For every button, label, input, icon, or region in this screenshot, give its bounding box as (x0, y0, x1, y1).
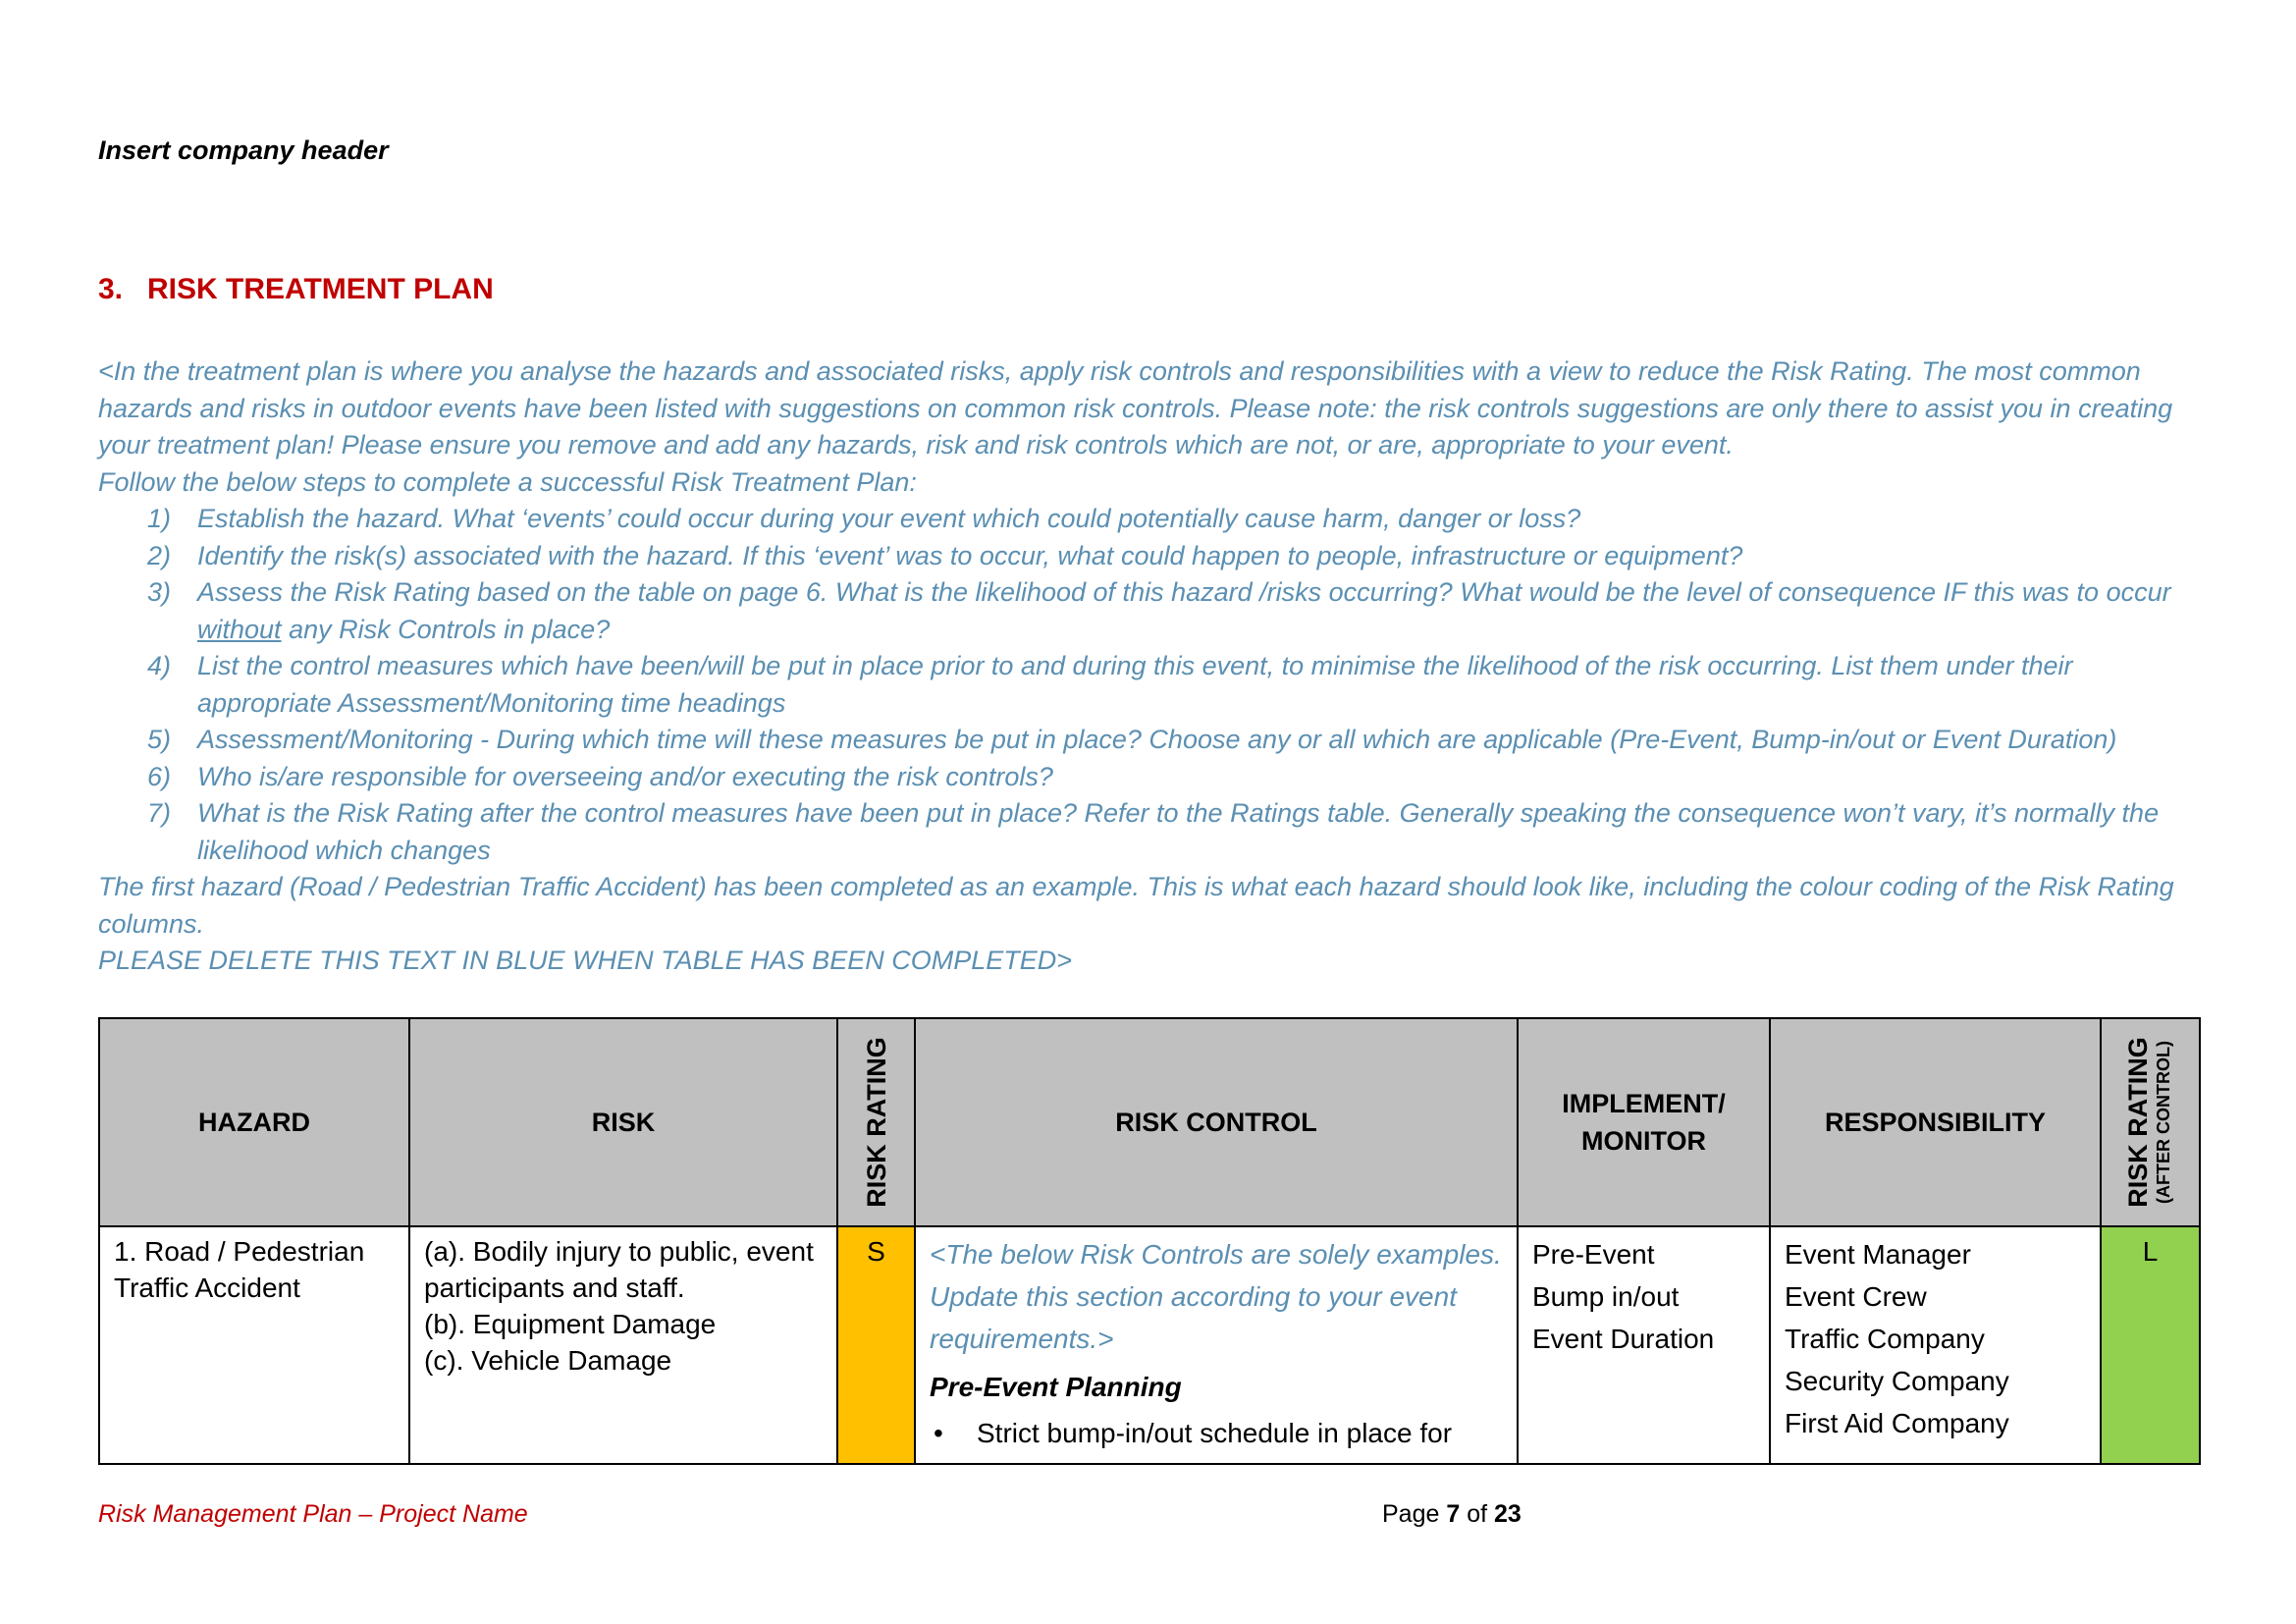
control-note: <The below Risk Controls are solely examples. Update this section according to your event requirements.> (930, 1239, 1502, 1354)
step-item (98, 795, 2209, 869)
instructions-block (98, 353, 2209, 980)
control-heading: Pre-Event Planning (930, 1372, 1182, 1402)
step-number: 2) (147, 540, 172, 570)
section-title (98, 273, 494, 306)
header-hazard: HAZARD (99, 1018, 409, 1226)
implement-item: Bump in/out (1532, 1281, 1680, 1312)
cell-implement (1518, 1226, 1770, 1464)
step-text: Identify the risk(s) associated with the hazard. If this ‘event’ was to occur, what could happen to people, infrastructure or equipment? (197, 540, 1743, 570)
cell-hazard: 1. Road / Pedestrian Traffic Accident (99, 1226, 409, 1464)
step-item (98, 648, 2209, 722)
header-risk: RISK (409, 1018, 837, 1226)
step-text: List the control measures which have been/will be put in place prior to and during this event, to minimise the likelihood of the risk occurring. List them under their appropriate Assessment/Monitoring time headings (197, 651, 2073, 718)
control-bullet-text: Strict bump-in/out schedule in place for (977, 1418, 1453, 1448)
responsibility-item: Event Manager (1785, 1239, 1971, 1270)
implement-item: Pre-Event (1532, 1239, 1655, 1270)
cell-risk-rating: S (837, 1226, 915, 1464)
cell-risk-control (915, 1226, 1518, 1464)
steps-list (98, 501, 2209, 869)
header-responsibility: RESPONSIBILITY (1770, 1018, 2101, 1226)
cell-risk (409, 1226, 837, 1464)
implement-item: Event Duration (1532, 1324, 1715, 1354)
header-risk-rating-text: RISK RATING (861, 1037, 891, 1208)
header-risk-rating-after-text: RISK RATING (2122, 1037, 2153, 1208)
header-risk-rating-after-sub: (AFTER CONTROL) (2153, 1041, 2173, 1204)
steps-intro: Follow the below steps to complete a successful Risk Treatment Plan: (98, 466, 917, 497)
header-risk-control: RISK CONTROL (915, 1018, 1518, 1226)
header-risk-rating-after (2101, 1018, 2200, 1226)
step-underlined-word: without (197, 614, 282, 644)
table-header-row (99, 1018, 2200, 1226)
step-item (98, 538, 2209, 575)
cell-responsibility (1770, 1226, 2101, 1464)
risk-item: (a). Bodily injury to public, event participants and staff. (424, 1236, 814, 1303)
step-number: 6) (147, 761, 172, 791)
step-text: Assess the Risk Rating based on the table on page 6. What is the likelihood of this hazard /risks occurring? What would be the level of consequence IF this was to occur (197, 577, 2171, 607)
control-bullet (930, 1415, 1503, 1451)
step-text: Who is/are responsible for overseeing and/or executing the risk controls? (197, 761, 1053, 791)
step-text: Establish the hazard. What ‘events’ could occur during your event which could potentially cause harm, danger or loss? (197, 504, 1581, 533)
header-implement-line1: IMPLEMENT/ (1562, 1089, 1726, 1118)
footer-document-name: Risk Management Plan – Project Name (98, 1500, 528, 1528)
section-number: 3. (98, 273, 124, 305)
step-item (98, 574, 2209, 648)
step-item (98, 722, 2209, 759)
step-item (98, 501, 2209, 538)
section-title-text: RISK TREATMENT PLAN (147, 273, 494, 305)
step-number: 1) (147, 504, 172, 533)
company-header: Insert company header (98, 135, 389, 165)
page-total: 23 (1494, 1500, 1522, 1528)
risk-treatment-table (98, 1017, 2201, 1465)
step-text: What is the Risk Rating after the control measures have been put in place? Refer to the Ratings table. Generally speaking the consequence won’t vary, it’s normally the likelihood which changes (197, 798, 2160, 865)
header-risk-rating (837, 1018, 915, 1226)
step-number: 3) (147, 577, 172, 607)
responsibility-item: Event Crew (1785, 1281, 1927, 1312)
risk-item: (b). Equipment Damage (424, 1309, 717, 1339)
step-number: 5) (147, 725, 172, 754)
risk-item: (c). Vehicle Damage (424, 1345, 672, 1376)
bullet-icon: • (934, 1418, 943, 1448)
page-of: of (1467, 1500, 1488, 1528)
step-text-after: any Risk Controls in place? (281, 614, 611, 644)
step-number: 4) (147, 651, 172, 680)
page-current: 7 (1446, 1500, 1461, 1528)
delete-note: PLEASE DELETE THIS TEXT IN BLUE WHEN TABLE HAS BEEN COMPLETED> (98, 946, 1072, 975)
step-text: Assessment/Monitoring - During which time will these measures be put in place? Choose any or all which are applicable (Pre-Event, Bump-in/out or Event Duration) (197, 725, 2117, 754)
table-row (99, 1226, 2200, 1464)
step-number: 7) (147, 798, 172, 828)
intro-paragraph: <In the treatment plan is where you analyse the hazards and associated risks, apply risk controls and responsibilities with a view to reduce the Risk Rating. The most common hazards and risks in outdoor events have been listed with suggestions on common risk controls. Please note: the risk controls suggestions are only there to assist you in creating your treatment plan! Please ensure you remove and add any hazards, risk and risk controls which are not, or are, appropriate to your event. (98, 356, 2173, 460)
header-implement-line2: MONITOR (1581, 1126, 1706, 1156)
responsibility-item: Security Company (1785, 1366, 2009, 1396)
page-word: Page (1382, 1500, 1440, 1528)
responsibility-item: First Aid Company (1785, 1408, 2009, 1438)
cell-risk-rating-after: L (2101, 1226, 2200, 1464)
step-item (98, 759, 2209, 796)
responsibility-item: Traffic Company (1785, 1324, 1985, 1354)
footer-page-number (1382, 1500, 1522, 1529)
header-implement-monitor (1518, 1018, 1770, 1226)
example-note: The first hazard (Road / Pedestrian Traffic Accident) has been completed as an example. This is what each hazard should look like, including the colour coding of the Risk Rating columns. (98, 872, 2174, 939)
